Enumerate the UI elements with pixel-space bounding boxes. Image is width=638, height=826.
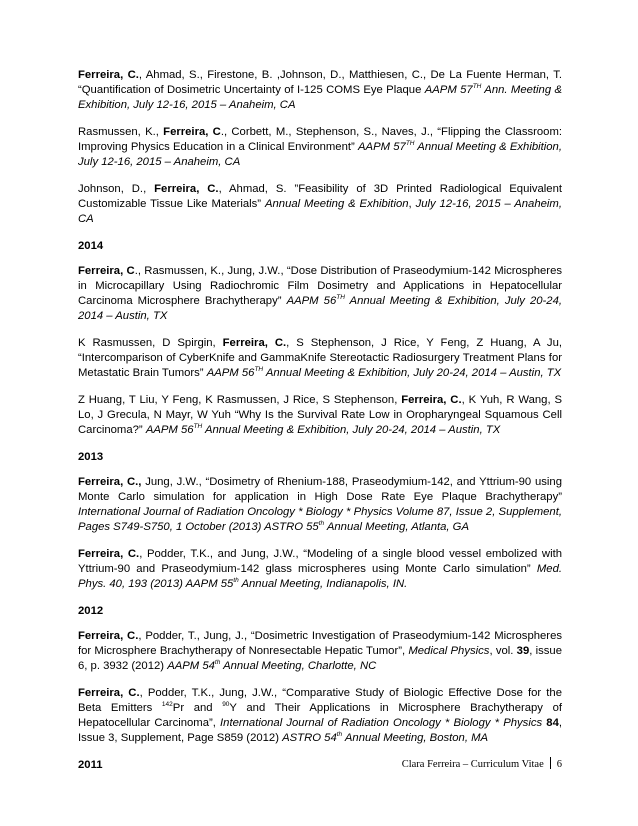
publication-entry — [78, 264, 562, 324]
entry-text: , K Yuh, R Wang, S Lo, J Grecula, N Mayr, W Yuh “Why Is the Survival Rate Low in Oropharyngeal Squamous Cell Carcinoma?” — [78, 394, 562, 436]
entry-text: AAPM 54 — [167, 660, 215, 672]
footer-title: Clara Ferreira – Curriculum Vitae — [401, 759, 544, 770]
page-number: 6 — [556, 759, 562, 770]
entry-text: , Podder, T.K., and Jung, J.W., “Modeling of a single blood vessel embolized with Yttrium-90 and Praseodymium-142 glass microspheres using Monte Carlo simulation” — [78, 548, 563, 575]
entry-text: Annual Meeting, Charlotte, NC — [220, 660, 377, 672]
entry-text: Annual Meeting & Exhibition, July 20-24, 2014 – Austin, TX — [78, 295, 563, 322]
entry-text: AAPM 56 — [286, 295, 337, 307]
entry-text: ., Rasmussen, K., Jung, J.W., “Dose Distribution of Praseodymium-142 Microspheres in Microcapillary Using Radiochromic Film Dosimetry and Applications in Hepatocellular Carcinoma Microsphere Brachytherapy” — [78, 265, 562, 307]
author-highlight: Ferreira, C. — [154, 183, 219, 195]
entry-text: Annual Meeting, Boston, MA — [342, 732, 489, 744]
entry-text: Med. Phys. 40, 193 (2013) AAPM 55 — [78, 563, 562, 590]
year-heading: 2013 — [78, 451, 104, 463]
author-highlight: Ferreira, C. — [78, 69, 139, 81]
cv-publications-content — [78, 68, 562, 783]
publication-entry — [78, 686, 562, 746]
entry-text: Z Huang, T Liu, Y Feng, K Rasmussen, J Rice, S Stephenson, — [78, 394, 402, 406]
entry-text: International Journal of Radiation Oncology * Biology * Physics Volume 87, Issue 2, Supplement, Pages S749-S750, 1 October (2013) ASTRO 55 — [78, 506, 562, 533]
entry-text: AAPM 56 — [206, 367, 255, 379]
author-highlight: Ferreira, C. — [78, 687, 140, 699]
entry-text: Ann. Meeting & Exhibition, July 12-16, 2015 – Anaheim, CA — [78, 84, 562, 111]
page-footer — [378, 757, 562, 770]
entry-text: Annual Meeting & Exhibition — [264, 198, 409, 210]
entry-text: Rasmussen, K., — [78, 126, 164, 138]
author-highlight: 84 — [546, 717, 559, 729]
year-heading: 2012 — [78, 605, 104, 617]
entry-text: , Issue 3, Supplement, Page S859 (2012) — [78, 717, 562, 744]
entry-text: , S Stephenson, J Rice, Y Feng, Z Huang, A Ju, “Intercomparison of CyberKnife and GammaKnife Stereotactic Radiosurgery Treatment Plans for Metastatic Brain Tumors” — [78, 337, 562, 379]
superscript-text: th — [214, 659, 221, 667]
author-highlight: 39 — [516, 645, 530, 657]
entry-text: K Rasmussen, D Spirgin, — [78, 337, 223, 349]
author-highlight: Ferreira, C. — [401, 394, 462, 406]
superscript-text: TH — [254, 366, 264, 374]
superscript-text: th — [318, 520, 325, 528]
publication-entry — [78, 125, 562, 170]
author-highlight: Ferreira, C. — [78, 548, 140, 560]
publication-entry — [78, 68, 562, 113]
year-heading: 2014 — [78, 240, 104, 252]
entry-text: , Ahmad, S., Firestone, B. ,Johnson, D., Matthiesen, C., De La Fuente Herman, T. “Quantification of Dosimetric Uncertainty of I-125 COMS Eye Plaque — [78, 69, 562, 96]
superscript-text: TH — [336, 294, 345, 302]
superscript-text: TH — [193, 423, 203, 431]
superscript-text: th — [336, 731, 343, 739]
superscript-text: th — [233, 577, 239, 585]
publication-entry — [78, 475, 562, 535]
superscript-text: 142 — [161, 701, 173, 709]
superscript-text: TH — [405, 140, 415, 148]
entry-text: , Podder, T., Jung, J., “Dosimetric Investigation of Praseodymium-142 Microspheres for Microsphere Brachytherapy of Nonresectable Hepatic Tumor”, — [78, 630, 563, 657]
entry-text: Annual Meeting & Exhibition, July 12-16, 2015 – Anaheim, CA — [78, 141, 562, 168]
entry-text: , Podder, T.K., Jung, J.W., “Comparative Study of Biologic Effective Dose for the Beta Emitters — [78, 687, 562, 714]
entry-text: July 12-16, 2015 – Anaheim, CA — [78, 198, 562, 225]
year-heading: 2011 — [78, 759, 103, 771]
entry-text: Pr and — [172, 702, 223, 714]
author-highlight: Ferreira, C — [78, 265, 135, 277]
publication-entry — [78, 336, 562, 381]
entry-text: Y and Their Applications in Microsphere Brachytherapy of Hepatocellular Carcinoma”, — [78, 702, 562, 729]
entry-text: ., Corbett, M., Stephenson, S., Naves, J., “Flipping the Classroom: Improving Physics Education in a Clinical Environment” — [78, 126, 563, 153]
entry-text: International Journal of Radiation Oncology * Biology * Physics — [220, 717, 547, 729]
footer-divider — [550, 757, 551, 769]
publication-entry — [78, 393, 562, 438]
entry-text: AAPM 57 — [358, 141, 406, 153]
publication-entry — [78, 182, 562, 227]
author-highlight: Ferreira, C — [163, 126, 221, 138]
superscript-text: 90 — [222, 701, 230, 709]
entry-text: ASTRO 54 — [282, 732, 337, 744]
entry-text: Medical Physics — [408, 645, 490, 657]
entry-text: Annual Meeting, Atlanta, GA — [324, 521, 469, 533]
entry-text: Annual Meeting, Indianapolis, IN. — [238, 578, 408, 590]
entry-text: AAPM 56 — [145, 424, 194, 436]
author-highlight: Ferreira, C., — [78, 476, 142, 488]
entry-text: Annual Meeting & Exhibition, July 20-24, 2014 – Austin, TX — [202, 424, 501, 436]
entry-text: AAPM 57 — [424, 84, 473, 96]
entry-text: , vol. — [489, 645, 517, 657]
entry-text: Jung, J.W., “Dosimetry of Rhenium-188, Praseodymium-142, and Yttrium-90 using Monte Carlo simulation for application in High Dose Rate Eye Plaque Brachytherapy” — [78, 476, 562, 503]
publication-entry — [78, 547, 562, 592]
author-highlight: Ferreira, C. — [222, 337, 287, 349]
entry-text: , issue 6, p. 3932 (2012) — [78, 645, 562, 672]
author-highlight: Ferreira, C. — [78, 630, 139, 642]
entry-text: , Ahmad, S. ”Feasibility of 3D Printed Radiological Equivalent Customizable Tissue Like Materials” — [78, 183, 563, 210]
entry-text: Johnson, D., — [78, 183, 155, 195]
entry-text: , — [408, 198, 416, 210]
publication-entry — [78, 629, 562, 674]
entry-text: Annual Meeting & Exhibition, July 20-24, 2014 – Austin, TX — [263, 367, 562, 379]
superscript-text: TH — [472, 83, 482, 91]
